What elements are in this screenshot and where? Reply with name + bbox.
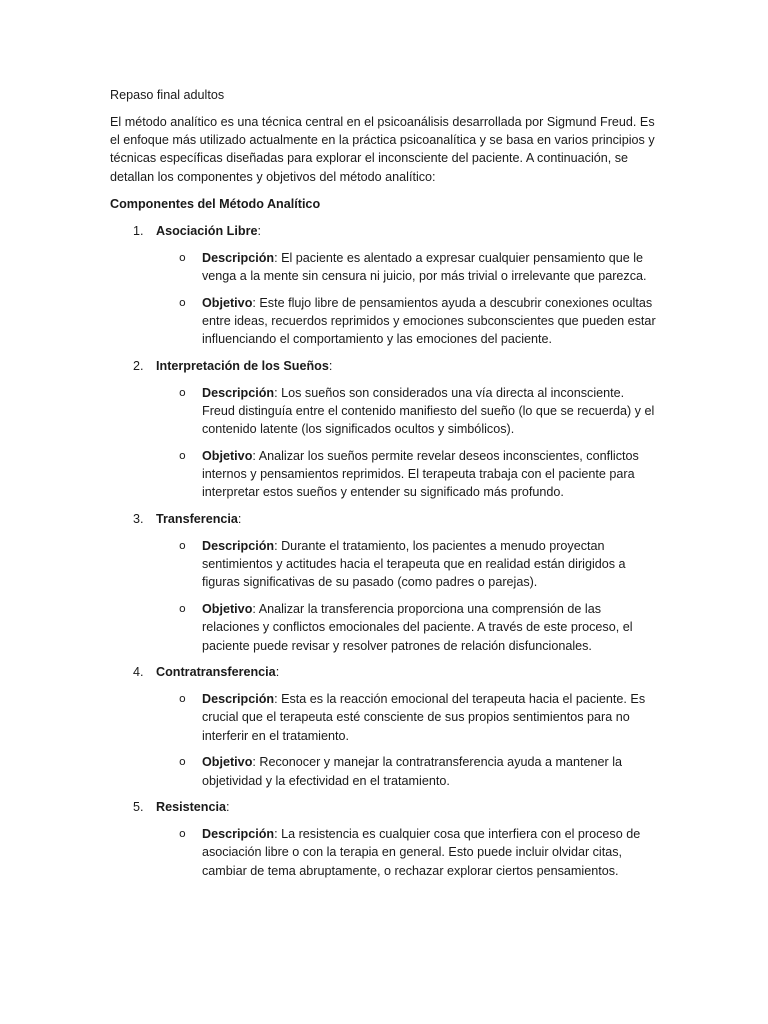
sub-item-text xyxy=(202,753,660,789)
component-name: Interpretación de los Sueños xyxy=(156,358,329,373)
sub-item-body: : Reconocer y manejar la contratransferencia ayuda a mantener la objetividad y la efectividad en el tratamiento. xyxy=(202,755,623,788)
sub-list-item xyxy=(179,690,660,745)
sub-item-text xyxy=(202,249,660,285)
sub-list-item xyxy=(179,384,660,439)
list-item xyxy=(133,357,660,375)
sub-item-label: Descripción xyxy=(202,385,275,400)
sub-item-body: : Analizar la transferencia proporciona una comprensión de las relaciones y conflictos emocionales del paciente. A través de este proceso, el paciente puede revisar y resolver patrones de relación disfuncionales. xyxy=(202,602,633,653)
sub-item-text xyxy=(202,294,660,349)
component-title xyxy=(156,222,261,240)
sub-item-text xyxy=(202,825,660,880)
sub-item-text xyxy=(202,447,660,502)
list-item xyxy=(133,798,660,816)
sub-item-body: : Esta es la reacción emocional del terapeuta hacia el paciente. Es crucial que el terapeuta esté consciente de sus propios sentimientos para no interferir en el tratamiento. xyxy=(202,692,646,743)
sub-item-body: : El paciente es alentado a expresar cualquier pensamiento que le venga a la mente sin censura ni juicio, por más trivial o irrelevante que parezca. xyxy=(202,250,647,284)
component-title xyxy=(156,798,230,816)
bullet-icon: o xyxy=(179,539,186,553)
sub-list-item xyxy=(179,294,660,349)
component-title xyxy=(156,510,241,528)
list-item-number: 1. xyxy=(133,223,144,238)
list-item xyxy=(133,222,660,240)
component-suffix: : xyxy=(275,665,280,680)
bullet-icon: o xyxy=(179,602,186,616)
sub-item-text xyxy=(202,600,660,655)
sub-item-label: Descripción xyxy=(202,539,275,554)
sub-list-item xyxy=(179,249,660,285)
sub-item-body: : La resistencia es cualquier cosa que interfiera con el proceso de asociación libre o con la terapia en general. Esto puede incluir olvidar citas, cambiar de tema abruptamente, o rechazar explorar ciertos pensamientos. xyxy=(202,827,641,878)
sub-item-label: Descripción xyxy=(202,692,275,707)
bullet-icon: o xyxy=(179,692,186,706)
sub-list-item xyxy=(179,753,660,789)
sub-list-item xyxy=(179,825,660,880)
sub-item-text xyxy=(202,384,660,439)
document-title: Repaso final adultos xyxy=(110,88,225,102)
sub-item-label: Objetivo xyxy=(202,755,253,770)
component-suffix: : xyxy=(328,358,333,373)
component-name: Transferencia xyxy=(156,512,238,527)
component-suffix: : xyxy=(226,800,230,815)
bullet-icon: o xyxy=(179,755,186,769)
sub-list-item xyxy=(179,600,660,655)
list-item xyxy=(133,510,660,528)
components-list xyxy=(110,222,660,880)
bullet-icon: o xyxy=(179,448,186,462)
document-page xyxy=(110,86,660,888)
component-suffix: : xyxy=(237,512,242,527)
sub-list-item xyxy=(179,537,660,592)
list-item-number: 5. xyxy=(133,800,144,815)
sub-item-text xyxy=(202,690,660,745)
sub-item-label: Descripción xyxy=(202,827,275,842)
sub-item-label: Objetivo xyxy=(202,602,253,617)
section-heading: Componentes del Método Analítico xyxy=(110,196,321,211)
sub-item-body: : Durante el tratamiento, los pacientes a menudo proyectan sentimientos y actitudes hacia el terapeuta que en realidad están dirigidos a figuras significativas de su pasado (como padres o parejas). xyxy=(202,539,626,590)
intro-paragraph: El método analítico es una técnica central en el psicoanálisis desarrollada por Sigmund Freud. Es el enfoque más utilizado actualmente en la práctica psicoanalítica y se basa en varios principios y técnicas específicas diseñadas para explorar el inconsciente del paciente. A continuación, se detallan los componentes y objetivos del método analítico: xyxy=(110,115,655,184)
component-name: Asociación Libre xyxy=(156,223,258,238)
component-title xyxy=(156,663,279,681)
list-item-number: 2. xyxy=(133,358,144,373)
sub-item-label: Descripción xyxy=(202,250,275,265)
component-name: Resistencia xyxy=(156,800,227,815)
sub-list-item xyxy=(179,447,660,502)
sub-item-body: : Los sueños son considerados una vía directa al inconsciente. Freud distinguía entre el contenido manifiesto del sueño (lo que se recuerda) y el contenido latente (los significados ocultos y simbólicos). xyxy=(202,385,655,437)
sub-item-body: : Analizar los sueños permite revelar deseos inconscientes, conflictos internos y pensamientos reprimidos. El terapeuta trabaja con el paciente para interpretar estos sueños y entender su significado más profundo. xyxy=(202,448,639,500)
sub-item-body: : Este flujo libre de pensamientos ayuda a descubrir conexiones ocultas entre ideas, recuerdos reprimidos y emociones subconscientes que pueden estar influenciando el comportamiento y las emociones del paciente. xyxy=(202,295,656,347)
list-item-number: 3. xyxy=(133,512,144,527)
bullet-icon: o xyxy=(179,295,186,309)
bullet-icon: o xyxy=(179,250,186,264)
bullet-icon: o xyxy=(179,385,186,399)
component-suffix: : xyxy=(257,223,261,238)
component-name: Contratransferencia xyxy=(156,665,276,680)
sub-item-label: Objetivo xyxy=(202,448,253,463)
list-item xyxy=(133,663,660,681)
sub-item-label: Objetivo xyxy=(202,295,253,310)
component-title xyxy=(156,357,332,375)
list-item-number: 4. xyxy=(133,665,144,680)
sub-item-text xyxy=(202,537,660,592)
bullet-icon: o xyxy=(179,827,186,841)
